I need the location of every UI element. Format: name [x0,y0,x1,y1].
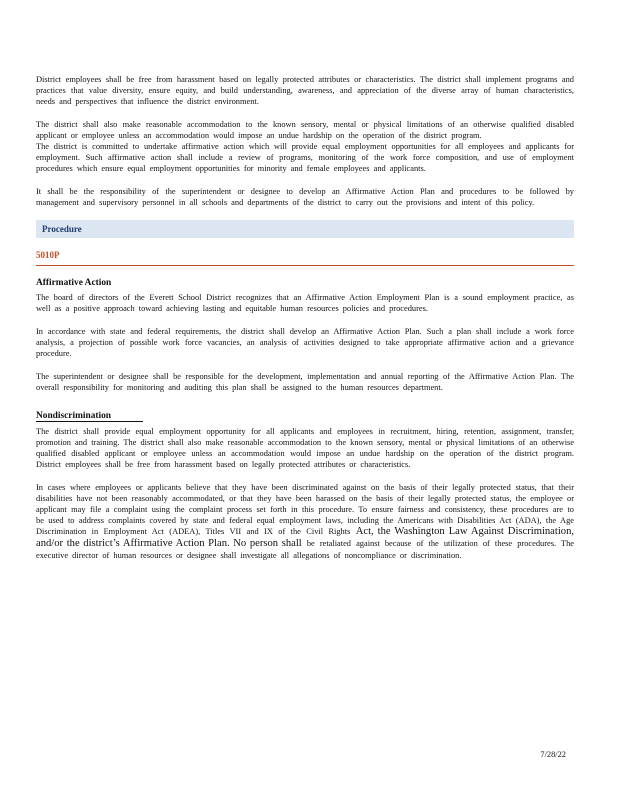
complaint-text-part2: be retaliated against because of the utilization of these procedures. The executive director of human resources or designee shall investigate all allegations of noncompliance or discrimination. [36,539,575,560]
section-heading-affirmative-action: Affirmative Action [36,278,112,288]
complaint-text-large: Act, the Washington Law Against Discrimination, and/or the district’s Affirmative Action Plan. No person shall [36,526,575,549]
document-page [36,74,574,573]
procedure-label: Procedure [42,224,82,234]
policy-paragraph-affirmative-action: The district is committed to undertake affirmative action which will provide equal employment opportunities for all employees and applicants for employment. Such affirmative action shall include a review of programs, monitoring of the work force composition, and use of employment procedures which ensure equal employment opportunities for minority and female employees and applicants. [36,142,574,173]
complaint-paragraph [36,482,574,561]
affirmative-action-paragraph: In accordance with state and federal requirements, the district shall develop an Affirmative Action Plan. Such a plan shall include a work force analysis, a projection of possible work force vacancies, an analysis of activities designed to take appropriate affirmative action and a grievance procedure. [36,327,574,358]
footer-date: 7/28/22 [540,750,566,759]
section-heading-nondiscrimination: Nondiscrimination [36,411,143,422]
affirmative-action-paragraph: The board of directors of the Everett School District recognizes that an Affirmative Action Employment Plan is a sound employment practice, as well as a positive approach toward achieving lasting and equitable human resources policies and procedures. [36,293,574,313]
nondiscrimination-paragraph: The district shall provide equal employment opportunity for all applicants and employees in recruitment, hiring, retention, assignment, transfer, promotion and training. The district shall also make reasonable accommodation to the known sensory, mental or physical limitations of an otherwise qualified disabled applicant or employee unless an accommodation would impose an undue hardship on the operation of the district program. District employees shall be free from harassment based on legally protected attributes or characteristics. [36,427,574,469]
complaint-text-part1: In cases where employees or applicants believe that they have been discriminated against on the basis of their legally protected status, that their disabilities have not been reasonably accommodated, or that they have been harassed on the basis of their legally protected status, the employee or applicant may file a complaint using the complaint process set forth in this procedure. To ensure fairness and consistency, these procedures are to be used to address complaints covered by state and federal equal employment laws, including the Americans with Disabilities Act (ADA), the Age Discrimination in Employment Act (ADEA), Titles VII and IX of the Civil Rights [36,483,574,536]
policy-paragraph-harassment: District employees shall be free from harassment based on legally protected attributes or characteristics. The district shall implement programs and practices that value diversity, ensure equity, and build understanding, awareness, and appreciation of the diverse array of human characteristics, needs and perspectives that influence the district environment. [36,75,574,106]
procedure-banner [36,220,574,238]
section-divider [36,265,574,266]
policy-number: 5010P [36,250,60,260]
policy-paragraph-accommodation: The district shall also make reasonable accommodation to the known sensory, mental or physical limitations of an otherwise qualified disabled applicant or employee unless an accommodation would impose an undue hardship on the operation of the district program. [36,120,574,140]
affirmative-action-paragraph: The superintendent or designee shall be responsible for the development, implementation and annual reporting of the Affirmative Action Plan. The overall responsibility for monitoring and auditing this plan shall be assigned to the human resources department. [36,372,574,392]
policy-paragraph-responsibility: It shall be the responsibility of the superintendent or designee to develop an Affirmative Action Plan and procedures to be followed by management and supervisory personnel in all schools and departments of the district to carry out the provisions and intent of this policy. [36,187,574,207]
